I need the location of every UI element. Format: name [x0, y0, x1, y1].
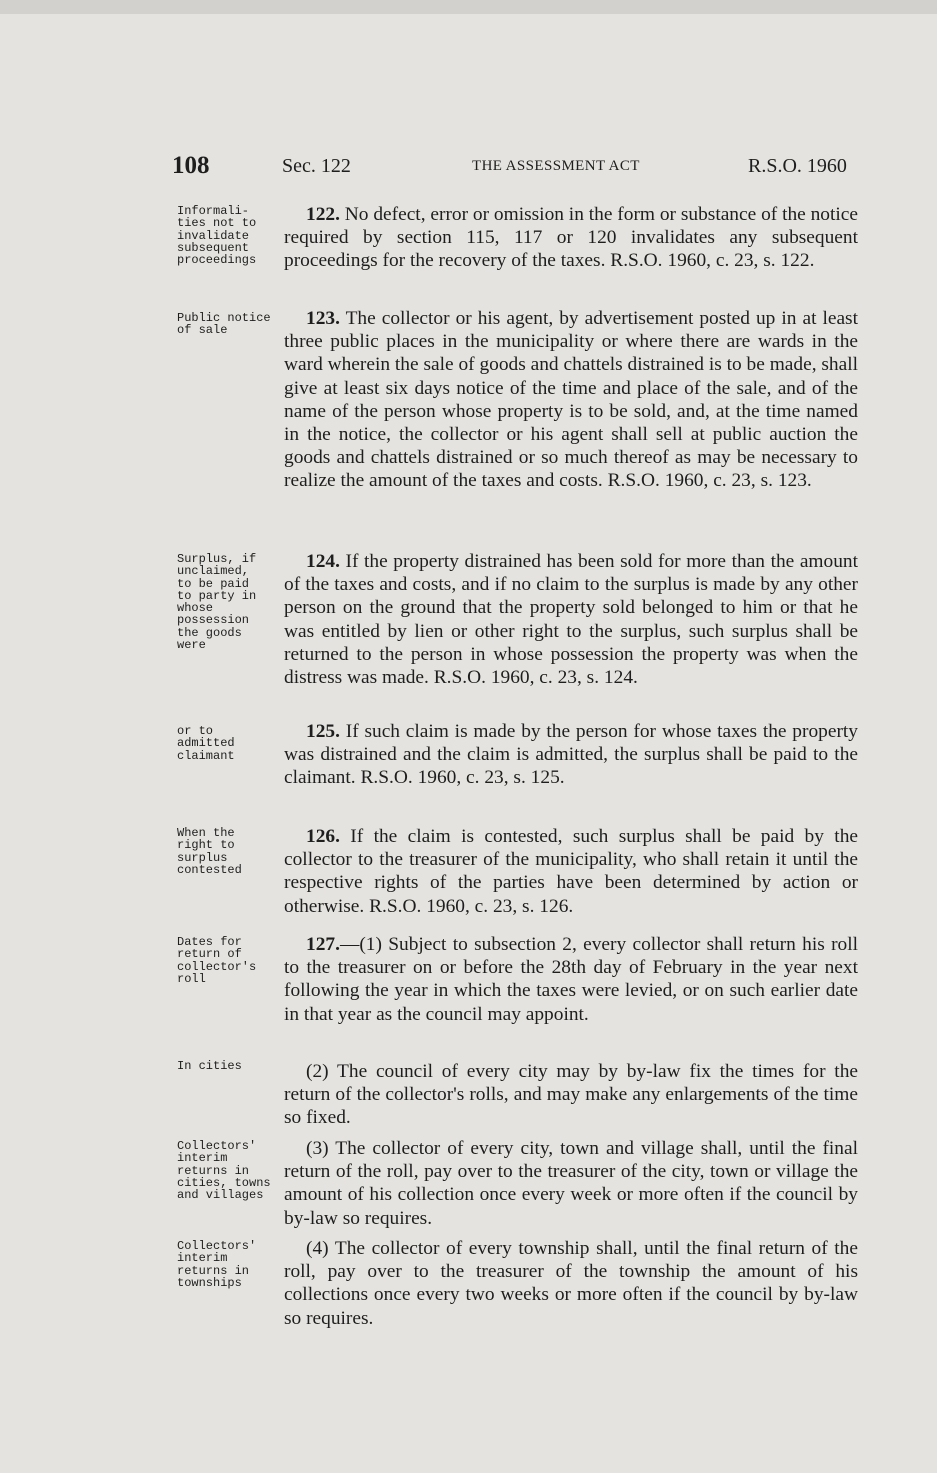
section-127-4 [284, 1237, 858, 1330]
running-title: THE ASSESSMENT ACT [472, 158, 640, 174]
margin-note-127-1: Dates for return of collector's roll [177, 935, 257, 986]
margin-note-122: Informali- ties not to invalidate subsequent proceedings [177, 204, 257, 268]
section-text: If such claim is made by the person for whose taxes the property was distrained and the claim is admitted, the surplus shall be paid to the claimant. R.S.O. 1960, c. 23, s. 125. [284, 721, 858, 789]
scan-top-edge [0, 0, 937, 14]
section-number: 125. [306, 721, 340, 742]
margin-note-127-3: Collectors' interim returns in cities, towns and villages [177, 1139, 271, 1203]
margin-note-124: Surplus, if unclaimed, to be paid to party in whose possession the goods were [177, 552, 257, 653]
section-text: —(1) Subject to subsection 2, every collector shall return his roll to the treasurer on or before the 28th day of February in the year next following the year in which the taxes were levied, or on such earlier date in that year as the council may appoint. [284, 934, 858, 1025]
margin-note-125: or to admitted claimant [177, 724, 235, 763]
section-text: No defect, error or omission in the form or substance of the notice required by section 115, 117 or 120 invalidates any subsequent proceedings for the recovery of the taxes. R.S.O. 1960, c. 23, s. 122. [284, 204, 858, 272]
section-124 [284, 550, 858, 689]
section-127-1 [284, 933, 858, 1026]
section-text: If the property distrained has been sold for more than the amount of the taxes and costs, and if no claim to the surplus is made by any other person on the ground that the property sold belonged to him or that he was entitled by lien or other right to the surplus, such surplus shall be returned to the person in whose possession the property was when the distress was made. R.S.O. 1960, c. 23, s. 124. [284, 551, 858, 689]
section-text: (2) The council of every city may by by-law fix the times for the return of the collector's rolls, and may make any enlargements of the time so fixed. [284, 1061, 858, 1129]
section-number: 122. [306, 204, 340, 225]
page-header [0, 152, 937, 182]
section-text: (3) The collector of every city, town and village shall, until the final return of the roll, pay over to the treasurer of the city, town or village the amount of his collection once every week or more often if the council by by-law so requires. [284, 1138, 858, 1229]
margin-note-126: When the right to surplus contested [177, 826, 242, 877]
section-reference: Sec. 122 [282, 155, 351, 177]
section-text: If the claim is contested, such surplus shall be paid by the collector to the treasurer of the municipality, who shall retain it until the respective rights of the parties have been determined by action or otherwise. R.S.O. 1960, c. 23, s. 126. [284, 826, 858, 917]
section-number: 124. [306, 551, 340, 572]
page-number: 108 [172, 152, 210, 179]
section-number: 127. [306, 934, 340, 955]
section-122 [284, 203, 858, 273]
section-127-3 [284, 1137, 858, 1230]
section-text: (4) The collector of every township shall, until the final return of the roll, pay over to the treasurer of the township the amount of his collections once every two weeks or more often if the council by by-law so requires. [284, 1238, 858, 1329]
margin-note-127-2: In cities [177, 1059, 242, 1073]
section-127-2 [284, 1060, 858, 1130]
section-number: 126. [306, 826, 340, 847]
section-125 [284, 720, 858, 790]
section-126 [284, 825, 858, 918]
margin-note-127-4: Collectors' interim returns in townships [177, 1239, 257, 1290]
margin-note-123: Public notice of sale [177, 311, 271, 338]
statute-reference: R.S.O. 1960 [748, 155, 847, 177]
section-number: 123. [306, 308, 340, 329]
section-123 [284, 307, 858, 493]
section-text: The collector or his agent, by advertisement posted up in at least three public places in the municipality or where there are wards in the ward wherein the sale of goods and chattels distrained is to be made, shall give at least six days notice of the time and place of the sale, and of the name of the person whose property is to be sold, and, at the time named in the notice, the collector or his agent shall sell at public auction the goods and chattels distrained or so much thereof as may be necessary to realize the amount of the taxes and costs. R.S.O. 1960, c. 23, s. 123. [284, 308, 859, 492]
